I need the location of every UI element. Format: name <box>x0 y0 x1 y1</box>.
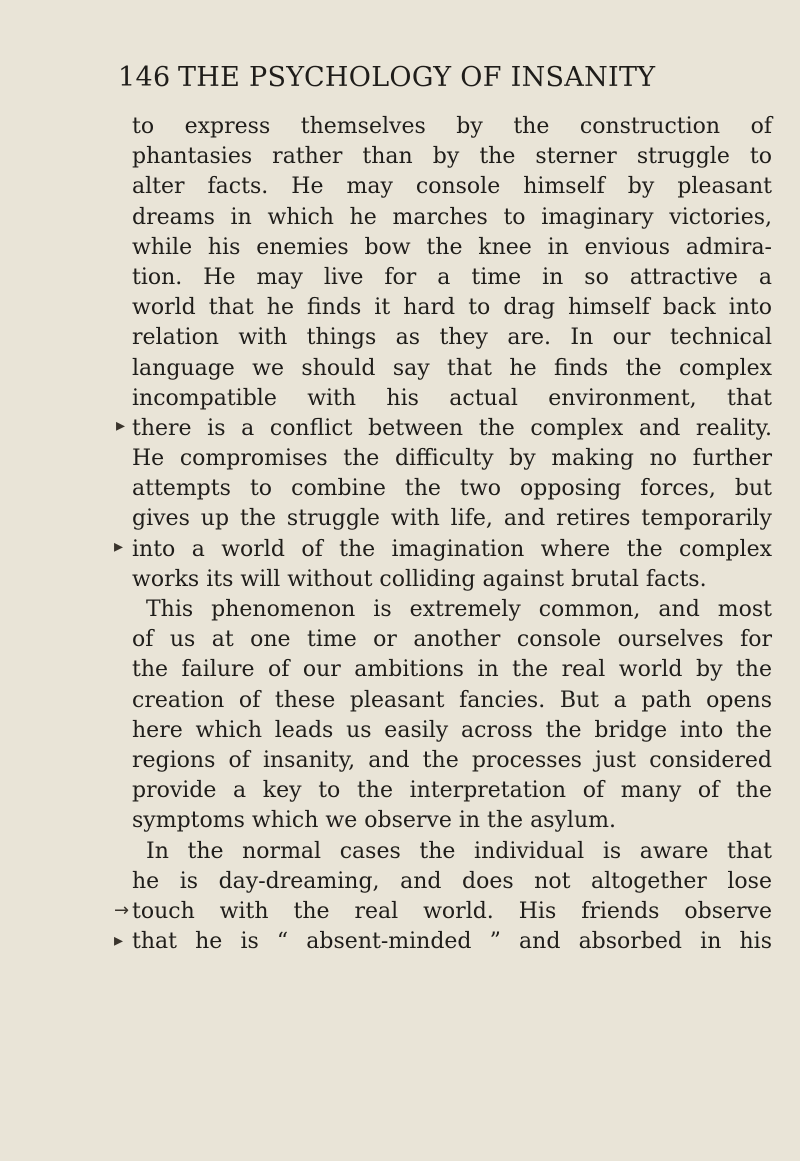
text-line: In the normal cases the individual is aware that <box>146 838 772 864</box>
text-line: He compromises the difficulty by making no further <box>132 446 772 472</box>
text-line: here which leads us easily across the bridge into the <box>132 717 772 743</box>
text-line: regions of insanity, and the processes just considered <box>132 747 772 773</box>
text-line: while his enemies bow the knee in envious admira- <box>132 234 772 260</box>
text-line: the failure of our ambitions in the real world by the <box>132 657 772 683</box>
text-line: alter facts. He may console himself by pleasant <box>132 174 772 200</box>
text-line: works its will without colliding against brutal facts. <box>132 566 707 592</box>
text-line: language we should say that he finds the complex <box>132 355 772 381</box>
body-text <box>132 112 772 957</box>
text-line: phantasies rather than by the sterner struggle to <box>132 144 772 170</box>
margin-mark: ▸ <box>116 415 126 436</box>
text-line: dreams in which he marches to imaginary victories, <box>132 204 772 230</box>
text-line: symptoms which we observe in the asylum. <box>132 808 616 834</box>
text-line: that he is “ absent-minded ” and absorbed in his <box>132 929 772 955</box>
text-line: to express themselves by the construction of <box>132 114 772 139</box>
page-header <box>118 62 758 102</box>
text-line: tion. He may live for a time in so attractive a <box>132 264 772 290</box>
text-line: attempts to combine the two opposing forces, but <box>132 476 772 502</box>
margin-mark: ▸ <box>114 536 124 557</box>
text-line: provide a key to the interpretation of many of the <box>132 778 772 804</box>
margin-mark: → <box>114 900 130 921</box>
text-line: touch with the real world. His friends observe <box>132 898 772 924</box>
text-line: This phenomenon is extremely common, and most <box>146 597 772 622</box>
text-line: into a world of the imagination where the complex <box>132 536 772 562</box>
text-line: of us at one time or another console ourselves for <box>132 627 772 653</box>
text-line: creation of these pleasant fancies. But a path opens <box>132 687 772 713</box>
text-line: incompatible with his actual environment, that <box>132 385 772 411</box>
text-line: relation with things as they are. In our technical <box>132 325 772 351</box>
page-number: 146 <box>118 62 171 93</box>
text-line: he is day-dreaming, and does not altogether lose <box>132 868 772 894</box>
text-line: world that he finds it hard to drag himself back into <box>132 295 772 321</box>
running-title: THE PSYCHOLOGY OF INSANITY <box>178 62 656 93</box>
text-line: there is a conflict between the complex and reality. <box>132 415 772 441</box>
margin-mark: ▸ <box>114 930 124 951</box>
text-line: gives up the struggle with life, and retires temporarily <box>132 506 772 532</box>
